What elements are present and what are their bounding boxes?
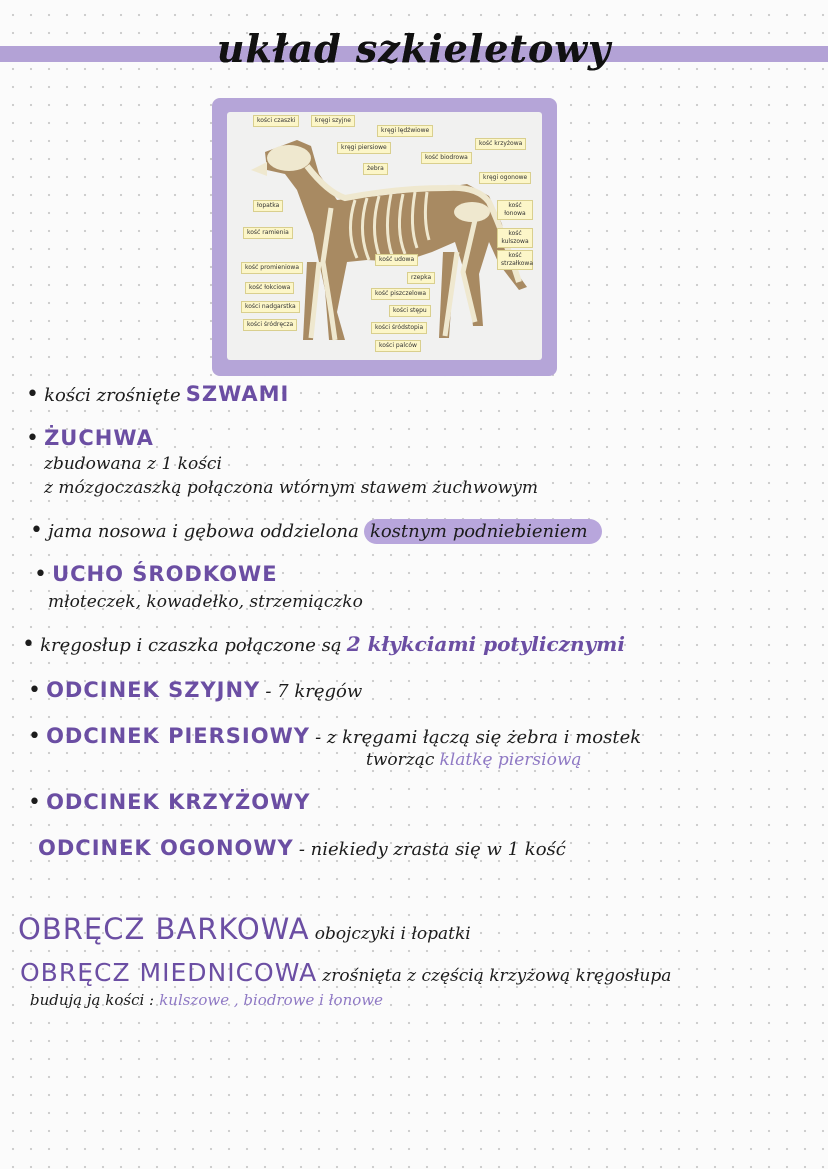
note-heading: ODCINEK PIERSIOWY	[46, 724, 310, 748]
note-heading: OBRĘCZ BARKOWA	[18, 912, 310, 946]
figure-label: kość kulszowa	[497, 228, 533, 248]
note-szwy: • kości zrośnięte SZWAMI	[26, 382, 290, 407]
figure-label: kości nadgarstka	[241, 301, 300, 313]
figure-label: kość strzałkowa	[497, 250, 533, 270]
note-text: zrośnięta z częścią krzyżową kręgosłupa	[322, 966, 672, 986]
note-zuchwa-line2: z mózgoczaszką połączona wtórnym stawem żuchwowym	[44, 478, 538, 498]
figure-label: kości palców	[375, 340, 421, 352]
page-title: układ szkieletowy	[216, 26, 612, 71]
figure-label: kości śródręcza	[243, 319, 297, 331]
note-miednicowa-line2	[30, 990, 383, 1009]
skeleton-figure-frame	[212, 98, 557, 376]
note-text: kości zrośnięte	[44, 385, 181, 406]
note-heading: UCHO ŚRODKOWE	[52, 562, 278, 586]
note-piersiowy-line2	[366, 750, 582, 770]
figure-label: kości czaszki	[253, 115, 299, 127]
note-krzyzowy: • ODCINEK KRZYŻOWY	[28, 790, 311, 815]
note-jama: • jama nosowa i gębowa oddzielona kostnym podniebieniem	[30, 518, 602, 543]
note-heading: ŻUCHWA	[44, 426, 154, 450]
note-barkowa	[18, 912, 471, 946]
note-heading: ODCINEK SZYJNY	[46, 678, 261, 702]
note-zuchwa-heading: • ŻUCHWA	[26, 426, 154, 451]
note-text: budują ją kości :	[30, 991, 155, 1009]
figure-label: kręgi lędźwiowe	[377, 125, 433, 137]
figure-label: kość piszczelowa	[371, 288, 430, 300]
figure-label: żebra	[363, 163, 388, 175]
note-zuchwa-line1: zbudowana z 1 kości	[44, 454, 222, 474]
note-highlight: SZWAMI	[185, 382, 290, 406]
figure-label: kości śródstopia	[371, 322, 427, 334]
note-ucho-heading: • UCHO ŚRODKOWE	[34, 562, 278, 587]
note-heading: ODCINEK KRZYŻOWY	[46, 790, 311, 814]
note-text: obojczyki i łopatki	[314, 924, 471, 944]
note-text: - niekiedy zrasta się w 1 kość	[298, 839, 566, 860]
note-text: kręgosłup i czaszka połączone są	[40, 635, 342, 656]
note-ucho-text: młoteczek, kowadełko, strzemiączko	[48, 592, 363, 612]
note-ogonowy	[38, 836, 566, 860]
figure-label: kość udowa	[375, 254, 418, 266]
note-heading: OBRĘCZ MIEDNICOWA	[20, 958, 318, 987]
figure-label: kręgi piersiowe	[337, 142, 391, 154]
note-kregoslup: • kręgosłup i czaszka połączone są 2 kłykciami potylicznymi	[22, 632, 625, 657]
figure-label: kości stępu	[389, 305, 431, 317]
figure-label: kość krzyżowa	[475, 138, 526, 150]
note-heading: ODCINEK OGONOWY	[38, 836, 294, 860]
figure-label: kość biodrowa	[421, 152, 472, 164]
note-highlight: kostnym podniebieniem	[364, 519, 602, 544]
figure-label: kręgi ogonowe	[479, 172, 531, 184]
note-text: tworząc	[366, 750, 435, 770]
figure-label: łopatka	[253, 200, 283, 212]
note-text: - z kręgami łączą się żebra i mostek	[315, 727, 642, 748]
figure-label: rzepka	[407, 272, 435, 284]
note-szyjny: • ODCINEK SZYJNY - 7 kręgów	[28, 678, 363, 703]
note-highlight: 2 kłykciami potylicznymi	[346, 632, 625, 656]
figure-label: kość promieniowa	[241, 262, 303, 274]
note-text: jama nosowa i gębowa oddzielona	[48, 521, 359, 542]
note-piersiowy: • ODCINEK PIERSIOWY - z kręgami łączą się żebra i mostek	[28, 724, 642, 749]
figure-label: kość ramienia	[243, 227, 293, 239]
figure-label: kość łonowa	[497, 200, 533, 220]
skeleton-figure	[227, 112, 542, 360]
note-highlight: kulszowe , biodrowe i łonowe	[159, 991, 383, 1009]
figure-label: kręgi szyjne	[311, 115, 355, 127]
note-highlight: klatkę piersiową	[439, 750, 582, 770]
figure-label: kość łokciowa	[245, 282, 294, 294]
note-miednicowa	[20, 958, 671, 987]
note-text: - 7 kręgów	[265, 681, 363, 702]
